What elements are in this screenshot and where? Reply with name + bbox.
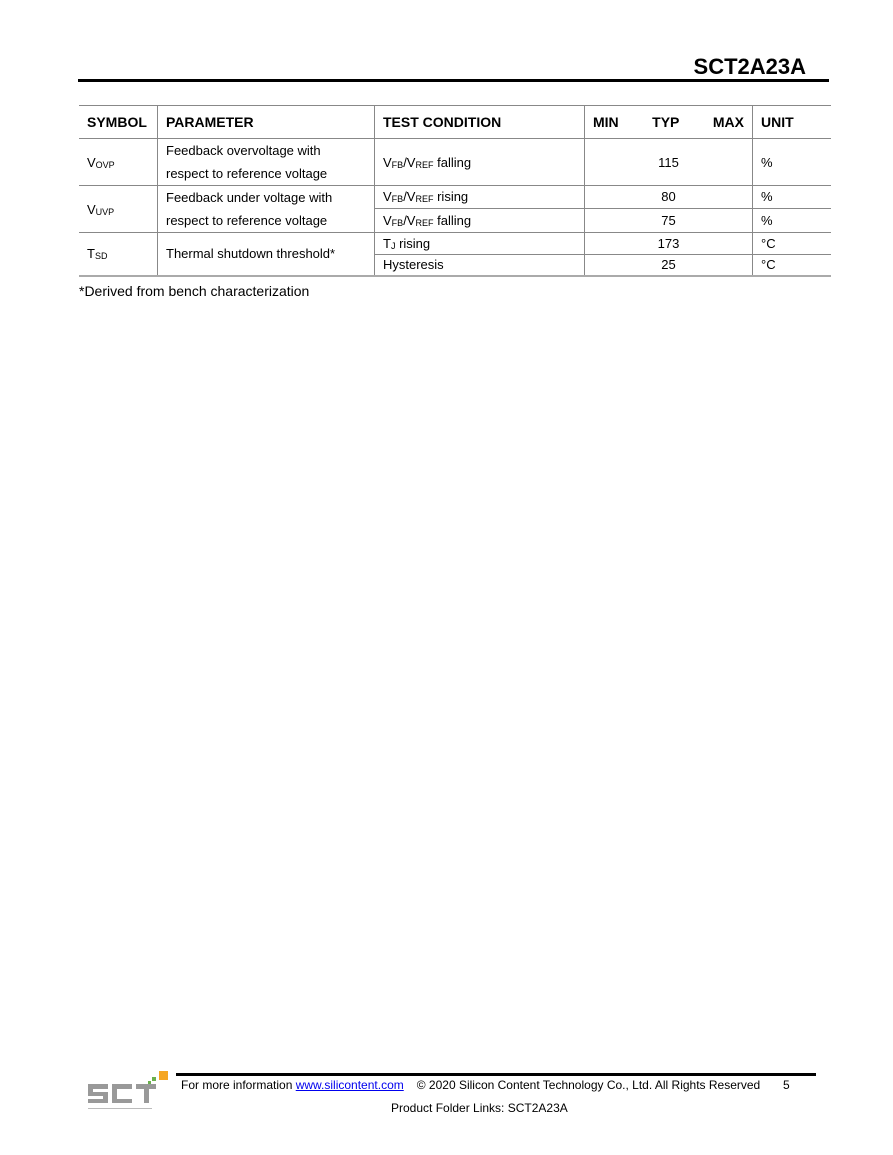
table-row (79, 186, 831, 209)
col-max: MAX (712, 114, 744, 130)
unit-cell: % (753, 208, 832, 232)
typ-cell: 75 (585, 208, 753, 232)
page-number: 5 (783, 1078, 790, 1092)
table-row (79, 139, 831, 186)
typ-cell: 80 (585, 186, 753, 209)
footer-rule (176, 1073, 816, 1076)
sct-logo (86, 1068, 170, 1119)
unit-cell: % (753, 186, 832, 209)
col-unit: UNIT (753, 106, 832, 139)
table-row (79, 233, 831, 255)
website-link[interactable]: www.silicontent.com (295, 1078, 404, 1092)
symbol-cell: $T_{SD}$ (79, 233, 158, 276)
copyright: © 2020 Silicon Content Technology Co., Ltd. All Rights Reserved (416, 1078, 761, 1092)
unit-cell: °C (753, 233, 832, 255)
header-rule (78, 79, 829, 82)
condition-cell: $T_J$ rising (375, 233, 585, 255)
col-condition: TEST CONDITION (375, 106, 585, 139)
product-folder-links: Product Folder Links: SCT2A23A (391, 1101, 568, 1115)
unit-cell: °C (753, 255, 832, 276)
table-header-row (79, 106, 831, 139)
condition-cell: $V_{FB}/V_{REF}$ falling (375, 139, 585, 186)
condition-cell: Hysteresis (375, 255, 585, 276)
symbol-cell: $V_{UVP}$ (79, 186, 158, 233)
symbol-cell: $V_{OVP}$ (79, 139, 158, 186)
col-symbol: SYMBOL (79, 106, 158, 139)
parameter-cell: Feedback under voltage with respect to reference voltage (158, 186, 375, 233)
col-typ: TYP (652, 114, 680, 130)
typ-cell: 173 (585, 233, 753, 255)
spec-table (79, 105, 831, 277)
condition-cell: $V_{FB}/V_{REF}$ rising (375, 186, 585, 209)
col-min: MIN (593, 114, 619, 130)
typ-cell: 25 (585, 255, 753, 276)
parameter-cell: Thermal shutdown threshold* (158, 233, 375, 276)
condition-cell: $V_{FB}/V_{REF}$ falling (375, 208, 585, 232)
col-parameter: PARAMETER (158, 106, 375, 139)
footer-info: For more information www.silicontent.com © 2020 Silicon Content Technology Co., Ltd. All Rights Reserved (181, 1078, 761, 1092)
document-title: SCT2A23A (693, 54, 806, 79)
footnote: *Derived from bench characterization (79, 283, 310, 299)
typ-cell: 115 (585, 139, 753, 186)
unit-cell: % (753, 139, 832, 186)
parameter-cell: Feedback overvoltage with respect to reference voltage (158, 139, 375, 186)
